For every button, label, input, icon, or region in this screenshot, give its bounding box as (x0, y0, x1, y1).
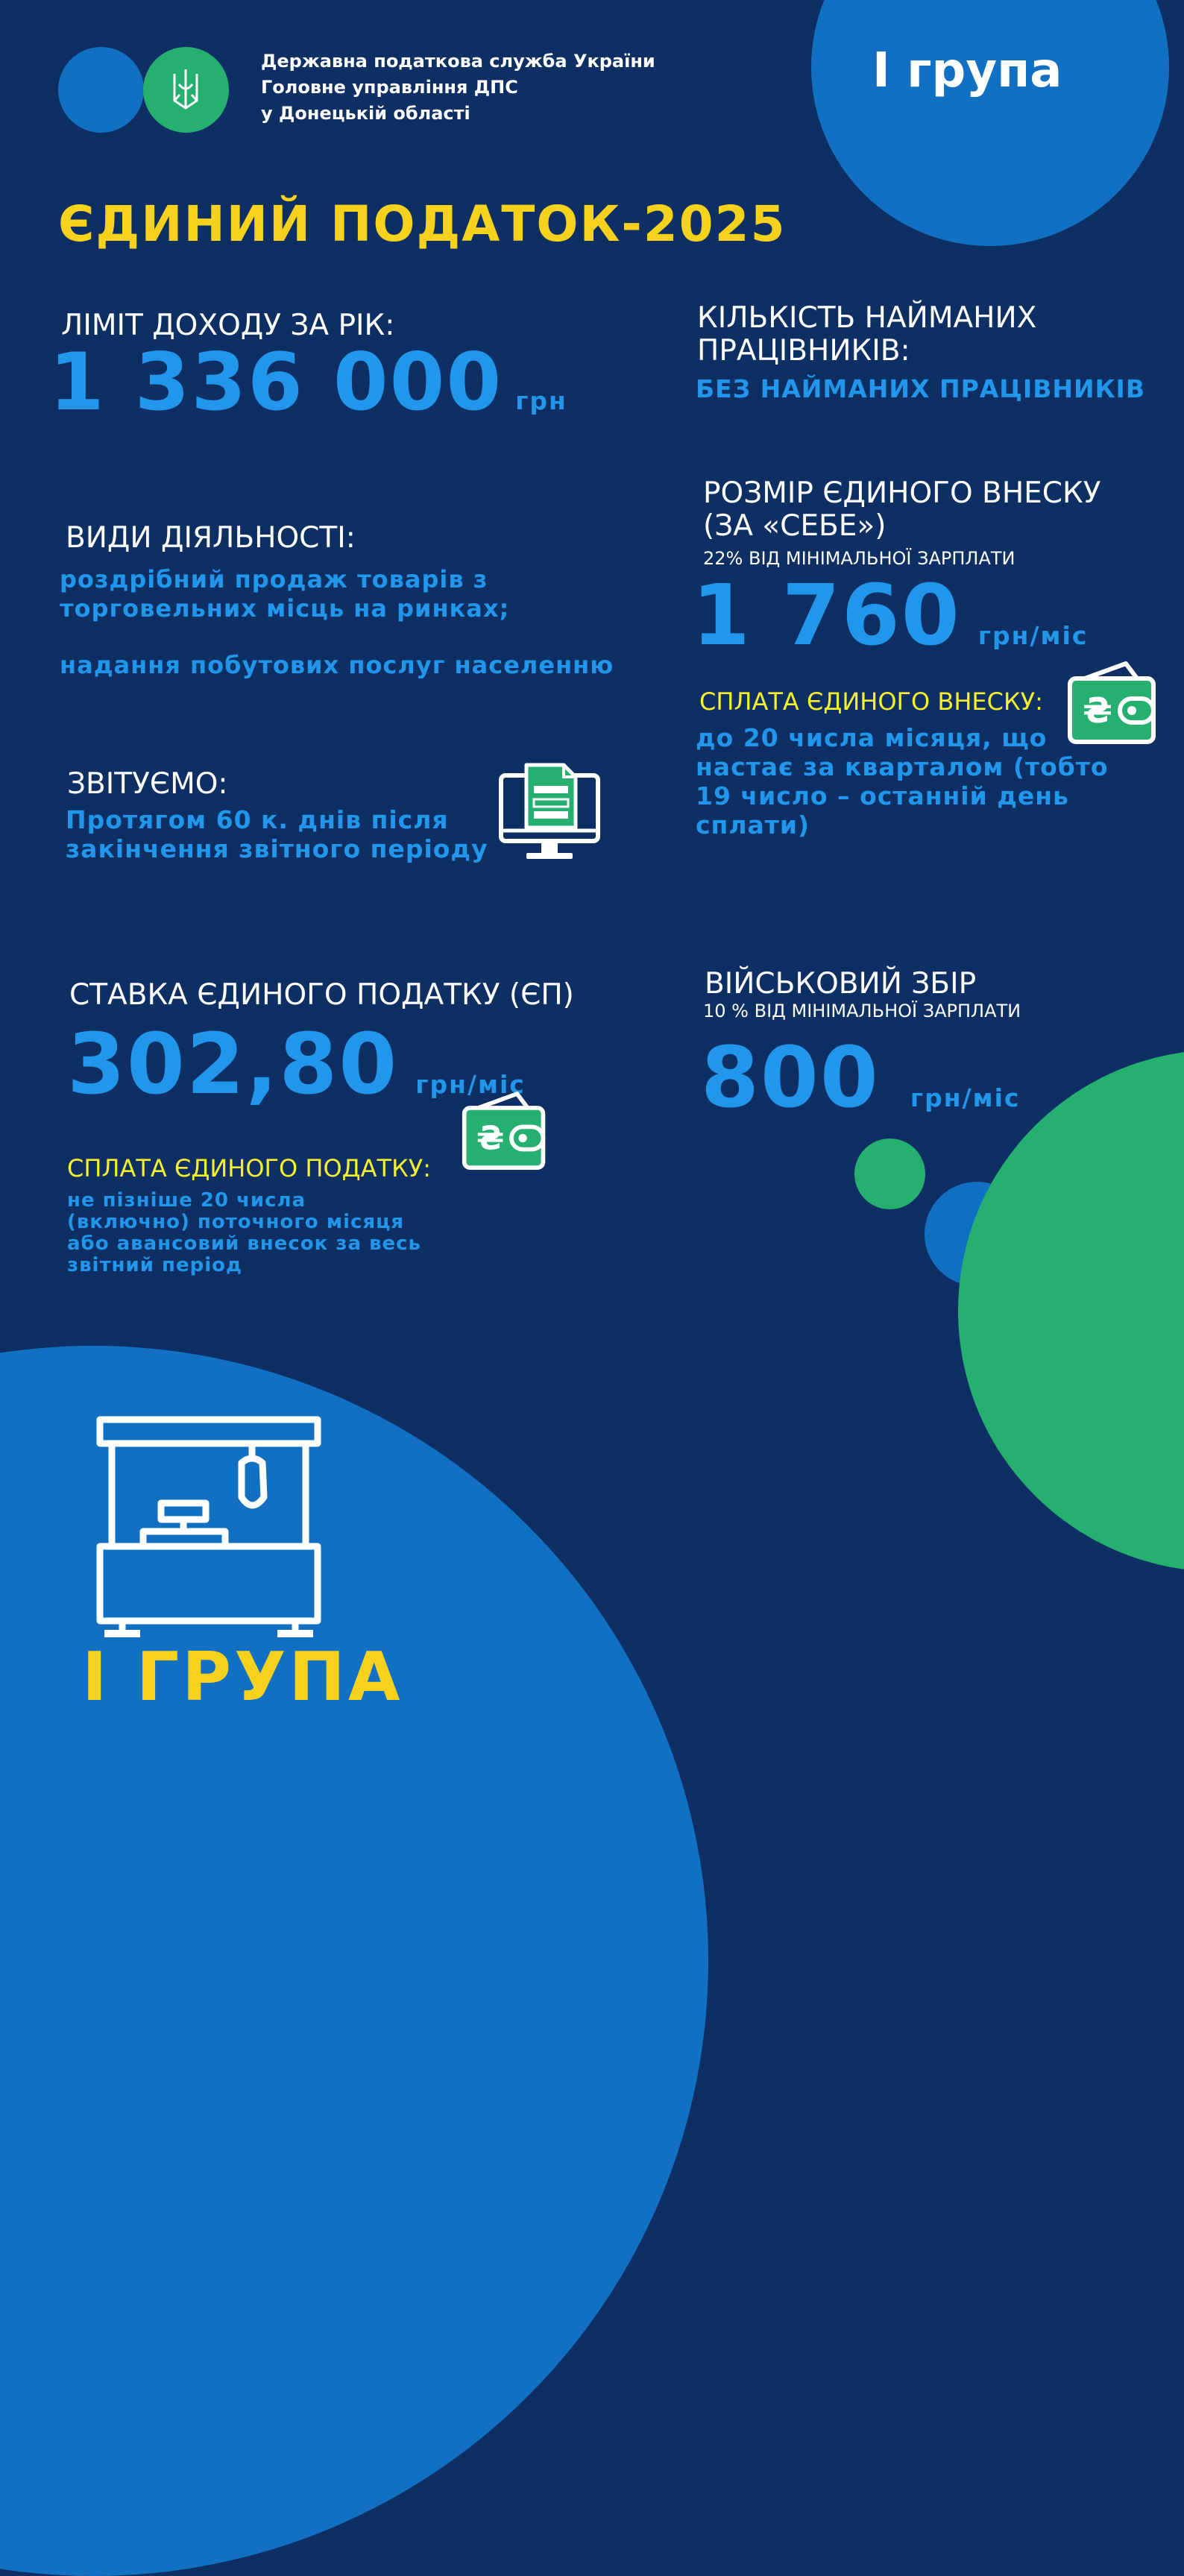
wallet-icon-2 (461, 1090, 549, 1174)
activity-item1-line1: роздрібний продаж товарів з (60, 565, 488, 593)
page-title: ЄДИНИЙ ПОДАТОК-2025 (58, 195, 787, 253)
small-green-circle (854, 1139, 925, 1209)
org-name-line3: у Донецькій області (261, 103, 470, 124)
logo-green-circle (143, 47, 229, 133)
reporting-line2: закінчення звітного періоду (66, 834, 488, 863)
svg-text:₴: ₴ (476, 1120, 505, 1158)
contribution-payment-line2: настає за кварталом (тобто (696, 752, 1109, 781)
military-note: 10 % ВІД МІНІМАЛЬНОЇ ЗАРПЛАТИ (703, 1001, 1021, 1021)
tax-payment-label: СПЛАТА ЄДИНОГО ПОДАТКУ: (67, 1154, 432, 1182)
employees-label-line2: ПРАЦІВНИКІВ: (697, 334, 910, 368)
svg-text:₴: ₴ (1083, 690, 1112, 731)
tax-payment-line3: або авансовий внесок за весь (67, 1232, 422, 1255)
contribution-payment-line1: до 20 числа місяця, що (696, 723, 1048, 752)
tax-payment-line2: (включно) поточного місяця (67, 1211, 405, 1233)
org-name-line1: Державна податкова служба України (261, 51, 655, 72)
military-label: ВІЙСЬКОВИЙ ЗБІР (705, 967, 977, 1001)
big-green-circle (958, 1050, 1184, 1572)
contribution-note: 22% ВІД МІНІМАЛЬНОЇ ЗАРПЛАТИ (703, 548, 1015, 569)
activities-label: ВИДИ ДІЯЛЬНОСТІ: (66, 521, 356, 555)
contribution-value: 1 760 (692, 567, 961, 664)
top-right-circle (811, 0, 1169, 246)
org-name-line2: Головне управління ДПС (261, 77, 518, 98)
income-limit-unit: грн (515, 386, 567, 415)
contribution-label-line1: РОЗМІР ЄДИНОГО ВНЕСКУ (703, 476, 1101, 510)
activity-item2: надання побутових послуг населенню (60, 651, 614, 679)
contribution-payment-line3: 19 число – останній день сплати) (696, 781, 1069, 840)
tax-rate-value: 302,80 (67, 1016, 399, 1113)
computer-document-icon (498, 762, 602, 865)
tax-payment-line1: не пізніше 20 числа (67, 1189, 306, 1212)
employees-label-line1: КІЛЬКІСТЬ НАЙМАНИХ (697, 301, 1037, 335)
tax-payment-line4: звітний період (67, 1254, 242, 1276)
contribution-payment-label: СПЛАТА ЄДИНОГО ВНЕСКУ: (699, 687, 1043, 716)
contribution-unit: грн/міс (977, 621, 1089, 650)
employees-value: БЕЗ НАЙМАНИХ ПРАЦІВНИКІВ (696, 374, 1145, 403)
wallet-icon (1066, 660, 1159, 748)
logo-blue-circle (58, 47, 144, 133)
military-value: 800 (701, 1030, 880, 1127)
contribution-label-line2: (ЗА «СЕБЕ») (703, 509, 887, 543)
military-unit: грн/міс (910, 1083, 1021, 1112)
footer-group-label: І ГРУПА (82, 1638, 403, 1716)
group-badge: I група (872, 43, 1062, 98)
reporting-line1: Протягом 60 к. днів після (66, 805, 449, 834)
income-limit-value: 1 336 000 (49, 336, 503, 428)
market-stall-icon (95, 1415, 323, 1640)
activity-item1-line2: торговельних місць на ринках; (60, 594, 510, 623)
tax-rate-unit: грн/міс (415, 1070, 526, 1099)
reporting-label: ЗВІТУЄМО: (67, 767, 228, 801)
trident-icon (143, 47, 229, 133)
income-limit-label: ЛІМІТ ДОХОДУ ЗА РІК: (61, 309, 395, 342)
tax-rate-label: СТАВКА ЄДИНОГО ПОДАТКУ (ЄП) (69, 978, 574, 1012)
